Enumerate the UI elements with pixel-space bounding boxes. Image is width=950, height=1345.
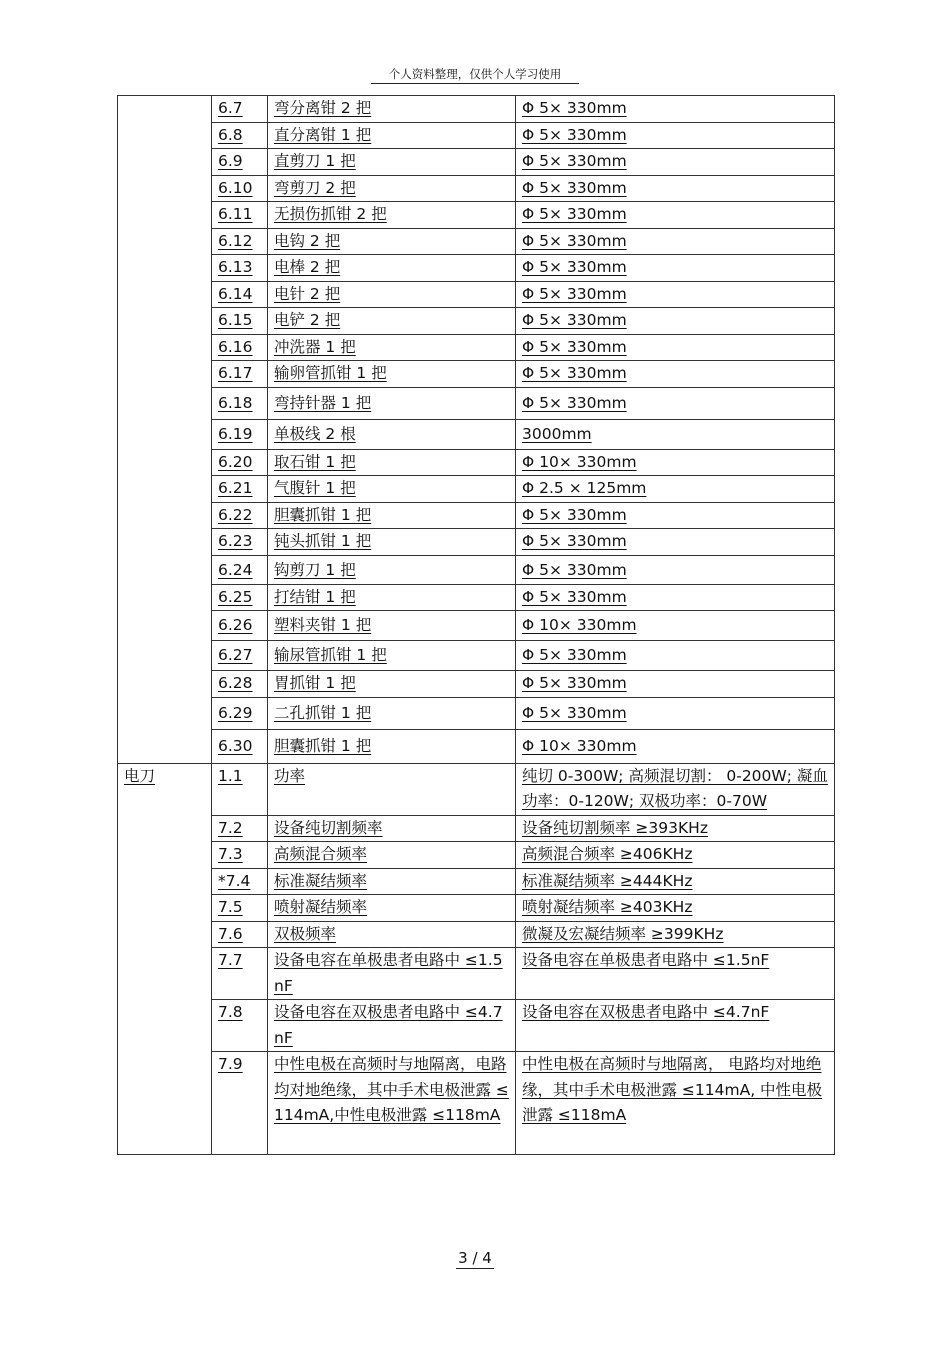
item-no: 6.28	[212, 671, 268, 698]
item-spec: Φ 10× 330mm	[516, 449, 835, 476]
item-name: 钝头抓钳 1 把	[268, 529, 516, 556]
item-name: 设备电容在单极患者电路中 ≤1.5nF	[268, 948, 516, 1000]
item-name: 功率	[268, 763, 516, 815]
table-row	[118, 122, 835, 149]
item-spec: 喷射凝结频率 ≥403KHz	[516, 895, 835, 922]
item-no: 7.8	[212, 1000, 268, 1052]
item-spec: Φ 5× 330mm	[516, 149, 835, 176]
item-name: 塑料夹钳 1 把	[268, 611, 516, 641]
table-row	[118, 641, 835, 671]
table-row	[118, 419, 835, 449]
item-spec: Φ 10× 330mm	[516, 729, 835, 763]
table-row	[118, 334, 835, 361]
item-no: 6.24	[212, 555, 268, 584]
item-spec: Φ 5× 330mm	[516, 281, 835, 308]
item-spec: Φ 5× 330mm	[516, 361, 835, 388]
item-no: 7.5	[212, 895, 268, 922]
item-no: 7.2	[212, 815, 268, 842]
table-row	[118, 175, 835, 202]
item-spec: Φ 5× 330mm	[516, 228, 835, 255]
table-row	[118, 308, 835, 335]
item-no: 6.15	[212, 308, 268, 335]
table-row	[118, 868, 835, 895]
item-no: 6.27	[212, 641, 268, 671]
item-no: 6.23	[212, 529, 268, 556]
category-cell	[118, 763, 212, 1155]
item-no: 6.14	[212, 281, 268, 308]
item-name: 气腹针 1 把	[268, 476, 516, 503]
item-name: 无损伤抓钳 2 把	[268, 202, 516, 229]
item-spec: 高频混合频率 ≥406KHz	[516, 842, 835, 869]
item-spec: Φ 5× 330mm	[516, 96, 835, 123]
table-row	[118, 529, 835, 556]
item-spec: Φ 5× 330mm	[516, 202, 835, 229]
item-no: 6.21	[212, 476, 268, 503]
item-no: *7.4	[212, 868, 268, 895]
item-spec: Φ 5× 330mm	[516, 697, 835, 729]
item-name: 弯分离钳 2 把	[268, 96, 516, 123]
item-no: 6.22	[212, 502, 268, 529]
item-name: 设备电容在双极患者电路中 ≤4.7nF	[268, 1000, 516, 1052]
item-name: 弯持针器 1 把	[268, 387, 516, 419]
item-no: 6.18	[212, 387, 268, 419]
equipment-spec-table	[117, 95, 835, 1155]
item-spec: 设备纯切割频率 ≥393KHz	[516, 815, 835, 842]
table-row	[118, 387, 835, 419]
item-name: 胃抓钳 1 把	[268, 671, 516, 698]
item-spec: Φ 5× 330mm	[516, 175, 835, 202]
item-name: 打结钳 1 把	[268, 584, 516, 611]
table-row	[118, 361, 835, 388]
item-no: 6.29	[212, 697, 268, 729]
table-row	[118, 255, 835, 282]
table-row	[118, 671, 835, 698]
item-spec: Φ 5× 330mm	[516, 308, 835, 335]
item-spec: 3000mm	[516, 419, 835, 449]
table-row	[118, 1052, 835, 1155]
item-name: 二孔抓钳 1 把	[268, 697, 516, 729]
table-row	[118, 96, 835, 123]
table-row	[118, 815, 835, 842]
item-name: 标准凝结频率	[268, 868, 516, 895]
item-no: 6.25	[212, 584, 268, 611]
item-no: 6.8	[212, 122, 268, 149]
item-name: 输卵管抓钳 1 把	[268, 361, 516, 388]
item-name: 电钩 2 把	[268, 228, 516, 255]
page-footer	[0, 1248, 950, 1269]
category-cell	[118, 96, 212, 764]
item-name: 电铲 2 把	[268, 308, 516, 335]
header-text: 个人资料整理，仅供个人学习使用	[371, 66, 580, 84]
item-name: 电棒 2 把	[268, 255, 516, 282]
table-row	[118, 895, 835, 922]
item-no: 6.16	[212, 334, 268, 361]
table-row	[118, 502, 835, 529]
item-spec: 微凝及宏凝结频率 ≥399KHz	[516, 921, 835, 948]
item-spec: Φ 5× 330mm	[516, 641, 835, 671]
item-name: 胆囊抓钳 1 把	[268, 729, 516, 763]
page-header	[0, 66, 950, 84]
table-row	[118, 729, 835, 763]
item-spec: Φ 5× 330mm	[516, 584, 835, 611]
category-label: 电刀	[124, 766, 156, 785]
item-spec: 中性电极在高频时与地隔离， 电路均对地绝缘，其中手术电极泄露 ≤114mA, 中性电极泄露 ≤118mA	[516, 1052, 835, 1155]
table-row	[118, 555, 835, 584]
item-no: 6.11	[212, 202, 268, 229]
item-no: 7.6	[212, 921, 268, 948]
item-spec: 设备电容在双极患者电路中 ≤4.7nF	[516, 1000, 835, 1052]
item-spec: Φ 5× 330mm	[516, 555, 835, 584]
item-name: 直分离钳 1 把	[268, 122, 516, 149]
item-name: 双极频率	[268, 921, 516, 948]
item-no: 6.20	[212, 449, 268, 476]
table-row	[118, 611, 835, 641]
item-spec: Φ 5× 330mm	[516, 502, 835, 529]
item-no: 7.9	[212, 1052, 268, 1155]
item-name: 高频混合频率	[268, 842, 516, 869]
item-spec: Φ 5× 330mm	[516, 255, 835, 282]
item-no: 6.7	[212, 96, 268, 123]
item-name: 胆囊抓钳 1 把	[268, 502, 516, 529]
item-spec: 标准凝结频率 ≥444KHz	[516, 868, 835, 895]
table-row	[118, 228, 835, 255]
item-no: 1.1	[212, 763, 268, 815]
table-row	[118, 1000, 835, 1052]
table-row	[118, 281, 835, 308]
item-spec: Φ 5× 330mm	[516, 334, 835, 361]
item-name: 设备纯切割频率	[268, 815, 516, 842]
item-spec: Φ 2.5 × 125mm	[516, 476, 835, 503]
item-no: 6.13	[212, 255, 268, 282]
item-no: 6.26	[212, 611, 268, 641]
item-no: 7.3	[212, 842, 268, 869]
item-no: 7.7	[212, 948, 268, 1000]
item-name: 喷射凝结频率	[268, 895, 516, 922]
table-row	[118, 921, 835, 948]
item-no: 6.10	[212, 175, 268, 202]
item-name: 取石钳 1 把	[268, 449, 516, 476]
table-row	[118, 149, 835, 176]
item-spec: Φ 5× 330mm	[516, 122, 835, 149]
item-name: 单极线 2 根	[268, 419, 516, 449]
item-spec: Φ 5× 330mm	[516, 529, 835, 556]
table-row	[118, 697, 835, 729]
item-no: 6.12	[212, 228, 268, 255]
item-no: 6.9	[212, 149, 268, 176]
item-name: 弯剪刀 2 把	[268, 175, 516, 202]
item-spec: Φ 10× 330mm	[516, 611, 835, 641]
item-name: 冲洗器 1 把	[268, 334, 516, 361]
table-row	[118, 584, 835, 611]
item-name: 直剪刀 1 把	[268, 149, 516, 176]
page-number: 3 / 4	[458, 1249, 492, 1267]
item-spec: 纯切 0-300W; 高频混切割： 0-200W; 凝血功率：0-120W; 双极功率：0-70W	[516, 763, 835, 815]
item-name: 钩剪刀 1 把	[268, 555, 516, 584]
item-no: 6.17	[212, 361, 268, 388]
item-no: 6.19	[212, 419, 268, 449]
item-spec: 设备电容在单极患者电路中 ≤1.5nF	[516, 948, 835, 1000]
item-spec: Φ 5× 330mm	[516, 671, 835, 698]
table-row	[118, 842, 835, 869]
item-spec: Φ 5× 330mm	[516, 387, 835, 419]
table-row	[118, 948, 835, 1000]
table-row	[118, 449, 835, 476]
item-name: 中性电极在高频时与地隔离，电路均对地绝缘，其中手术电极泄露 ≤114mA,中性电极泄露 ≤118mA	[268, 1052, 516, 1155]
table-row	[118, 202, 835, 229]
item-no: 6.30	[212, 729, 268, 763]
table-row	[118, 763, 835, 815]
item-name: 输尿管抓钳 1 把	[268, 641, 516, 671]
table-row	[118, 476, 835, 503]
item-name: 电针 2 把	[268, 281, 516, 308]
